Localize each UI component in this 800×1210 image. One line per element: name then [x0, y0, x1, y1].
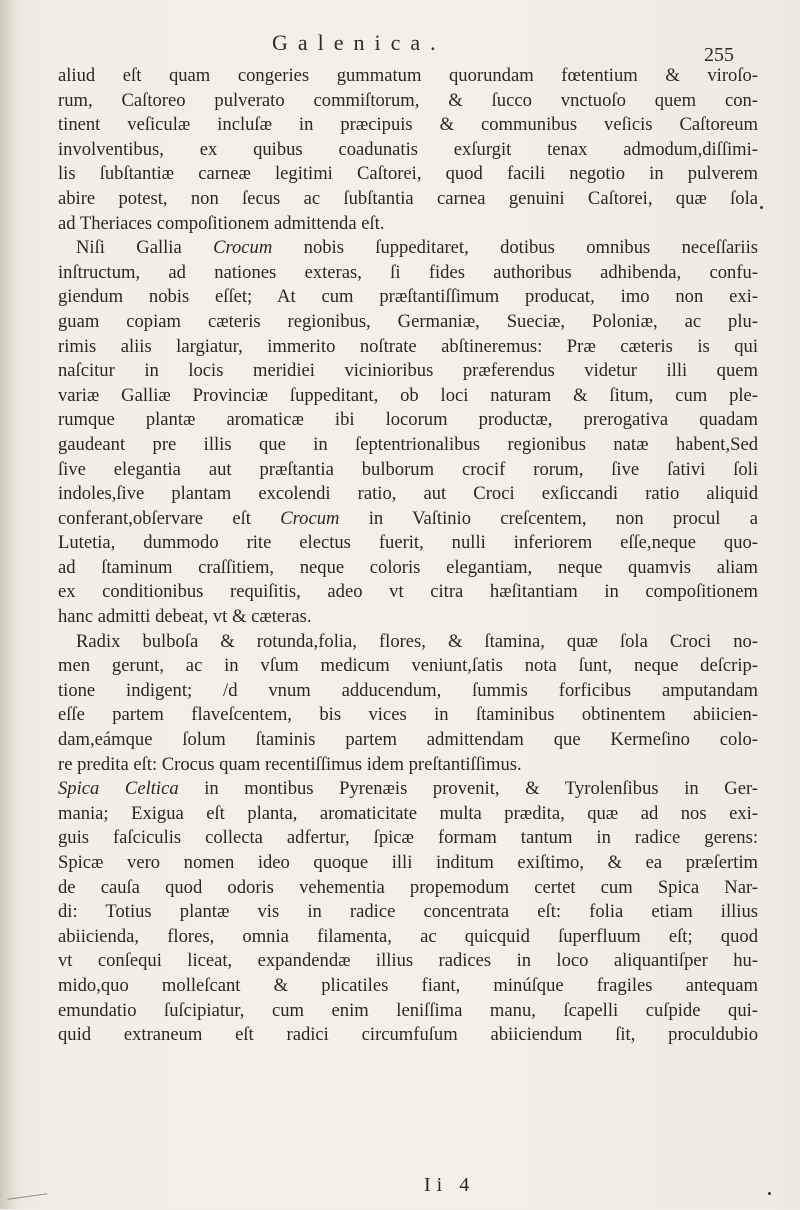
- text-line: involventibus, ex quibus coadunatis exſurgit tenax admodum,diſſimi-: [58, 138, 758, 160]
- text-line: rum, Caſtoreo pulverato commiſtorum, & ſucco vnctuoſo quem con-: [58, 89, 758, 111]
- page-header: [0, 24, 800, 64]
- text-line: quid extraneum eſt radici circumfuſum abiiciendum ſit, proculdubio: [58, 1024, 758, 1046]
- text-line: variæ Galliæ Provinciæ ſuppeditant, ob loci naturam & ſitum, cum ple-: [58, 384, 758, 406]
- text-line: lis ſubſtantiæ carneæ legitimi Caſtorei, quod facili negotio in pulverem: [58, 163, 758, 185]
- paragraph-start: Spica Celtica in montibus Pyrenæis provenit, & Tyrolenſibus in Ger-: [58, 778, 758, 800]
- text-line: abiicienda, flores, omnia filamenta, ac quicquid ſuperfluum eſt; quod: [58, 925, 758, 947]
- text-line: ex conditionibus requiſitis, adeo vt citra hæſitantiam in compoſitionem: [58, 581, 758, 603]
- gutter-shadow: [0, 0, 18, 1209]
- text-line: inſtructum, ad nationes exteras, ſi fides authoribus adhibenda, confu-: [58, 261, 758, 283]
- body-text: [58, 64, 758, 1048]
- ink-speck: [760, 206, 763, 209]
- text-line: emundatio ſuſcipiatur, cum enim leniſſima manu, ſcapelli cuſpide qui-: [58, 999, 758, 1021]
- text-line: tinent veſiculæ incluſæ in præcipuis & communibus veſicis Caſtoreum: [58, 114, 758, 136]
- text-line: aliud eſt quam congeries gummatum quorundam fœtentium & viroſo-: [58, 65, 758, 86]
- text-line: ad Theriaces compoſitionem admittenda eſt.: [58, 212, 385, 234]
- paragraph-start: Niſi Gallia Crocum nobis ſuppeditaret, dotibus omnibus neceſſariis: [76, 237, 758, 259]
- text-line: giendum nobis eſſet; At cum præſtantiſſimum producat, imo non exi-: [58, 286, 758, 308]
- text-line: rumque plantæ aromaticæ ibi locorum productæ, prerogativa quadam: [58, 409, 758, 431]
- text-line: eſſe partem flaveſcentem, bis vices in ſtaminibus obtinentem abiicien-: [58, 704, 758, 726]
- text-line: re predita eſt: Crocus quam recentiſſimus idem preſtantiſſimus.: [58, 753, 522, 775]
- text-line: abire potest, non ſecus ac ſubſtantia carnea genuini Caſtorei, quæ ſola: [58, 187, 758, 209]
- text-line: tione indigent; /d vnum adducendum, ſummis forficibus amputandam: [58, 679, 758, 701]
- text-line: Lutetia, dummodo rite electus fuerit, nulli inferiorem eſſe,neque quo-: [58, 532, 758, 554]
- text-line: Spicæ vero nomen ideo quoque illi inditum exiſtimo, & ea præſertim: [58, 852, 758, 873]
- text-line: de cauſa quod odoris vehementia propemodum certet cum Spica Nar-: [58, 876, 758, 898]
- signature-mark: [0, 1174, 800, 1204]
- text-line: guam copiam cæteris regionibus, Germaniæ, Sueciæ, Poloniæ, ac plu-: [58, 310, 758, 332]
- text-line: dam,eámque ſolum ſtaminis partem admittendam que Kermeſino colo-: [58, 729, 758, 751]
- text-line: naſcitur in locis meridiei vicinioribus præferendus videtur illi quem: [58, 360, 758, 382]
- text-line: rimis aliis largiatur, immerito noſtrate abſtineremus: Præ cæteris is qui: [58, 335, 758, 357]
- text-line: conferant,obſervare eſt Crocum in Vaſtinio creſcentem, non procul a: [58, 507, 758, 529]
- running-head: Galenica.: [272, 30, 446, 55]
- page-number: 255: [704, 44, 734, 66]
- text-line: mania; Exigua eſt planta, aromaticitate multa prædita, quæ ad nos exi-: [58, 802, 758, 824]
- ink-speck: [768, 1192, 771, 1195]
- text-line: vt conſequi liceat, expandendæ illius radices in loco aliquantiſper hu-: [58, 950, 758, 972]
- text-line: men gerunt, ac in vſum medicum veniunt,ſatis nota ſunt, neque deſcrip-: [58, 655, 758, 677]
- text-line: ſive elegantia aut præſtantia bulborum crocif rorum, ſive ſativi ſoli: [58, 458, 758, 480]
- text-line: indoles,ſive plantam excolendi ratio, aut Croci exſiccandi ratio aliquid: [58, 483, 758, 505]
- text-line: mido,quo molleſcant & plicatiles fiant, minúſque fragiles antequam: [58, 974, 758, 996]
- text-line: hanc admitti debeat, vt & cæteras.: [58, 606, 312, 628]
- text-line: gaudeant pre illis que in ſeptentrionalibus regionibus natæ habent,Sed: [58, 433, 758, 455]
- text-line: ad ſtaminum craſſitiem, neque coloris elegantiam, neque quamvis aliam: [58, 556, 758, 578]
- text-line: di: Totius plantæ vis in radice concentrata eſt: folia etiam illius: [58, 901, 758, 923]
- paragraph-start: Radix bulboſa & rotunda,folia, flores, & ſtamina, quæ ſola Croci no-: [76, 630, 758, 652]
- text-line: guis faſciculis collecta adfertur, ſpicæ formam tantum in radice gerens:: [58, 827, 758, 849]
- signature-text: Ii 4: [424, 1174, 476, 1196]
